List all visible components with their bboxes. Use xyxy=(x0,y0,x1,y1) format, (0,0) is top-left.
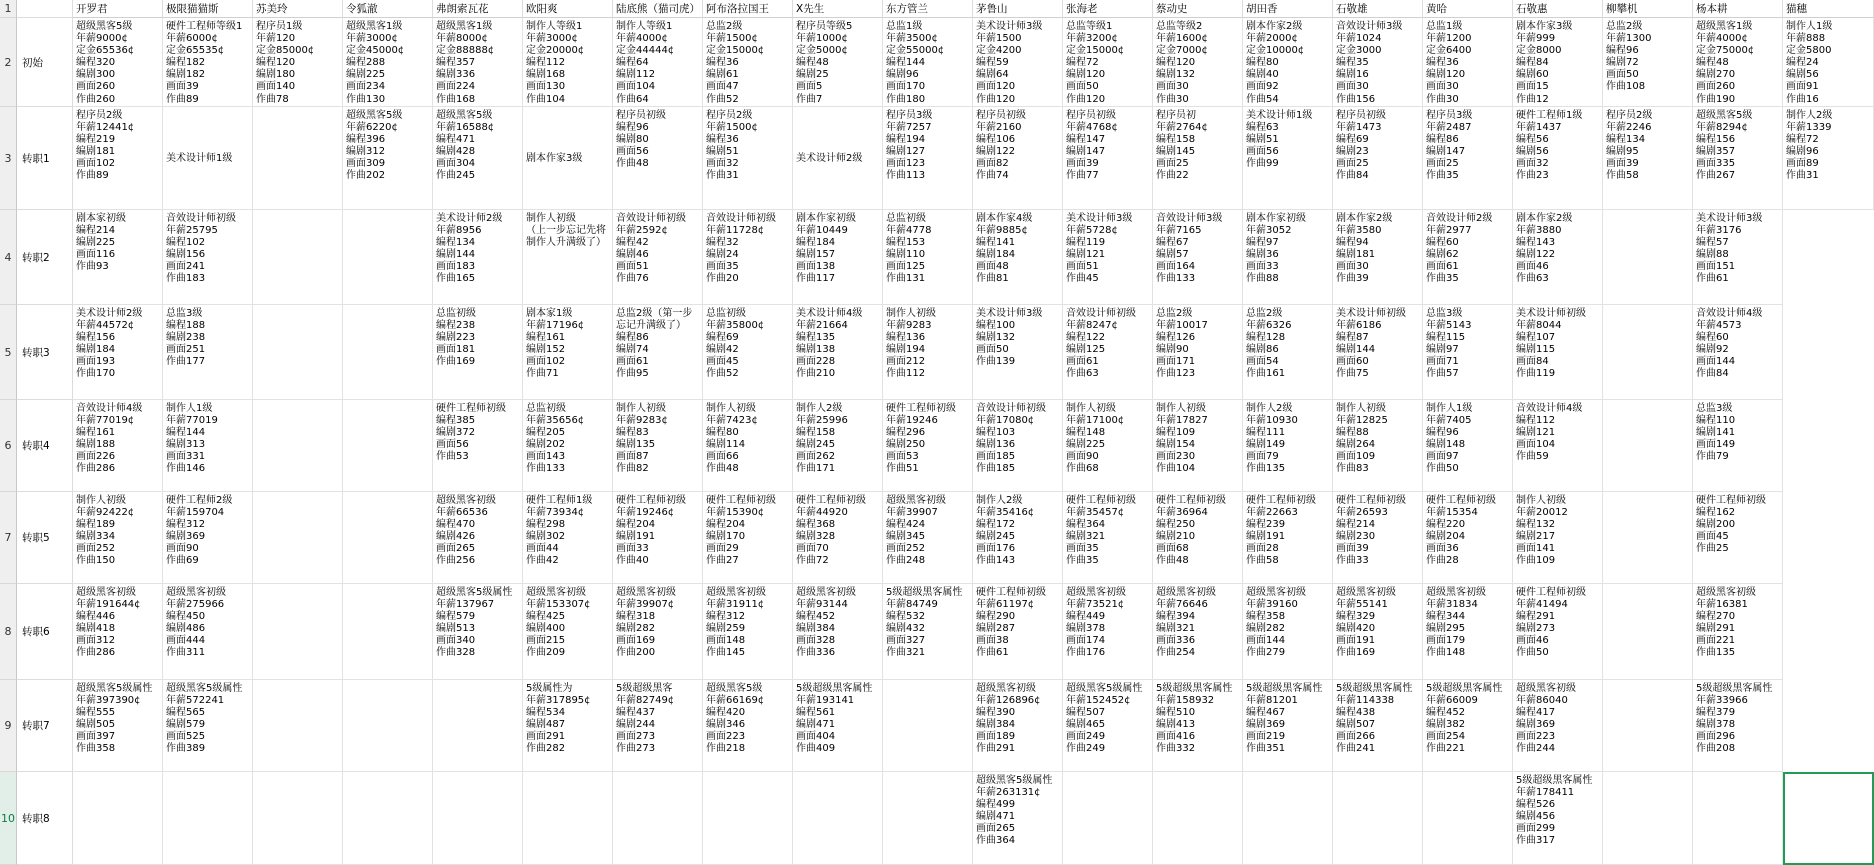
character-name-cell[interactable]: X先生 xyxy=(793,0,883,18)
data-cell[interactable]: 音效设计师初级 年薪17080¢ 编程103 编剧136 画面185 作曲185 xyxy=(973,400,1063,492)
data-cell[interactable]: 总监等级1 年薪3200¢ 定金15000¢ 编程72 编剧120 画面50 作曲120 xyxy=(1063,18,1153,107)
data-cell[interactable]: 硬件工程师初级 年薪19246 编程296 编剧250 画面53 作曲51 xyxy=(883,400,973,492)
data-cell[interactable]: 音效设计师初级 年薪8247¢ 编程122 编剧125 画面61 作曲63 xyxy=(1063,305,1153,400)
data-cell[interactable]: 程序员2级 年薪12441¢ 编程219 编剧181 画面102 作曲89 xyxy=(73,107,163,210)
row-header[interactable]: 10 xyxy=(0,772,17,865)
data-cell[interactable] xyxy=(883,680,973,772)
data-cell[interactable]: 制作人初级 年薪92422¢ 编程189 编剧334 画面252 作曲150 xyxy=(73,492,163,584)
data-cell[interactable]: 剧本作家初级 年薪3052 编程97 编剧36 画面33 作曲88 xyxy=(1243,210,1333,305)
data-cell[interactable] xyxy=(253,210,343,305)
data-cell[interactable]: 超级黑客初级 年薪55141 编程329 编剧420 画面191 作曲169 xyxy=(1333,584,1423,680)
data-cell[interactable]: 硬件工程师初级 年薪26593 编程214 编剧230 画面39 作曲33 xyxy=(1333,492,1423,584)
data-cell[interactable]: 美术设计师4级 年薪21664 编程135 编剧138 画面228 作曲210 xyxy=(793,305,883,400)
character-name-cell[interactable]: 胡田香 xyxy=(1243,0,1333,18)
data-cell[interactable]: 硬件工程师初级 编程385 编剧372 画面56 作曲53 xyxy=(433,400,523,492)
character-name-cell[interactable]: 黄哈 xyxy=(1423,0,1513,18)
data-cell[interactable]: 总监初级 编程238 编剧223 画面181 作曲169 xyxy=(433,305,523,400)
row-header[interactable]: 6 xyxy=(0,400,17,492)
data-cell[interactable]: 音效设计师初级 年薪2592¢ 编程42 编剧46 画面51 作曲76 xyxy=(613,210,703,305)
data-cell[interactable]: 超级黑客初级 年薪93144 编程452 编剧384 画面328 作曲336 xyxy=(793,584,883,680)
data-cell[interactable]: 剧本家1级 年薪17196¢ 编程161 编剧152 画面102 作曲71 xyxy=(523,305,613,400)
data-cell[interactable]: 音效设计师4级 年薪77019¢ 编程161 编剧188 画面226 作曲286 xyxy=(73,400,163,492)
data-cell[interactable]: 美术设计师2级 xyxy=(793,107,883,210)
data-cell[interactable]: 剧本作家4级 年薪9885¢ 编程141 编剧184 画面48 作曲81 xyxy=(973,210,1063,305)
data-cell[interactable]: 硬件工程师初级 年薪35457¢ 编程364 编剧321 画面35 作曲35 xyxy=(1063,492,1153,584)
row-header[interactable]: 8 xyxy=(0,584,17,680)
data-cell[interactable]: 超级黑客初级 年薪126896¢ 编程390 编剧384 画面189 作曲291 xyxy=(973,680,1063,772)
character-name-cell[interactable]: 茅鲁山 xyxy=(973,0,1063,18)
row-header[interactable]: 1 xyxy=(0,0,17,18)
data-cell[interactable]: 程序员初 年薪2764¢ 编程158 编剧145 画面25 作曲22 xyxy=(1153,107,1243,210)
data-cell[interactable] xyxy=(253,680,343,772)
data-cell[interactable]: 总监等级2 年薪1600¢ 定金7000¢ 编程120 编剧132 画面30 作曲30 xyxy=(1153,18,1243,107)
data-cell[interactable]: 剧本作家初级 年薪10449 编程184 编剧157 画面138 作曲117 xyxy=(793,210,883,305)
data-cell[interactable]: 硬件工程师初级 年薪61197¢ 编程290 编剧287 画面38 作曲61 xyxy=(973,584,1063,680)
data-cell[interactable] xyxy=(343,210,433,305)
data-cell[interactable]: 总监初级 年薪35656¢ 编程205 编剧202 画面143 作曲133 xyxy=(523,400,613,492)
data-cell[interactable]: 程序员初级 年薪2160 编程106 编剧122 画面82 作曲74 xyxy=(973,107,1063,210)
data-cell[interactable]: 5级超级黑客属性 年薪178411 编程526 编剧456 画面299 作曲317 xyxy=(1513,772,1603,865)
data-cell[interactable]: 程序员初级 编程96 编剧80 画面56 作曲48 xyxy=(613,107,703,210)
character-name-cell[interactable]: 猫穗 xyxy=(1783,0,1874,18)
data-cell[interactable] xyxy=(1333,772,1423,865)
data-cell[interactable]: 总监3级 年薪5143 编程115 编剧97 画面71 作曲57 xyxy=(1423,305,1513,400)
data-cell[interactable]: 美术设计师1级 xyxy=(163,107,253,210)
data-cell[interactable]: 音效设计师3级 年薪7165 编程67 编剧57 画面164 作曲133 xyxy=(1153,210,1243,305)
data-cell[interactable]: 5级超级黑客属性 年薪33966 编程379 编剧378 画面296 作曲208 xyxy=(1693,680,1783,772)
data-cell[interactable] xyxy=(253,107,343,210)
data-cell[interactable] xyxy=(253,584,343,680)
data-cell[interactable]: 超级黑客初级 年薪31911¢ 编程312 编剧259 画面148 作曲145 xyxy=(703,584,793,680)
data-cell[interactable] xyxy=(703,772,793,865)
data-cell[interactable]: 硬件工程师初级 编程162 编剧200 画面45 作曲25 xyxy=(1693,492,1783,584)
data-cell[interactable]: 美术设计师2级 年薪44572¢ 编程156 编剧184 画面193 作曲170 xyxy=(73,305,163,400)
data-cell[interactable]: 制作人初级 年薪17827 编程109 编剧154 画面230 作曲104 xyxy=(1153,400,1243,492)
data-cell[interactable]: 音效设计师初级 年薪11728¢ 编程32 编剧24 画面35 作曲20 xyxy=(703,210,793,305)
data-cell[interactable]: 制作人1级 年薪888 定金5800 编程24 编剧56 画面91 作曲16 xyxy=(1783,18,1874,107)
data-cell[interactable]: 硬件工程师初级 年薪15354 编程220 编剧204 画面36 作曲28 xyxy=(1423,492,1513,584)
data-cell[interactable]: 硬件工程师1级 年薪1437 编程56 编剧56 画面32 作曲23 xyxy=(1513,107,1603,210)
data-cell[interactable]: 超级黑客初级 年薪16381 编程270 编剧291 画面221 作曲135 xyxy=(1693,584,1783,680)
data-cell[interactable]: 硬件工程师初级 年薪19246¢ 编程204 编剧191 画面33 作曲40 xyxy=(613,492,703,584)
character-name-cell[interactable]: 石敬雄 xyxy=(1333,0,1423,18)
data-cell[interactable] xyxy=(253,305,343,400)
data-cell[interactable] xyxy=(1603,210,1693,305)
data-cell[interactable]: 制作人等级1 年薪4000¢ 定金44444¢ 编程64 编剧112 画面104 作曲64 xyxy=(613,18,703,107)
data-cell[interactable]: 超级黑客5级属性 年薪137967 编程579 编剧513 画面340 作曲328 xyxy=(433,584,523,680)
data-cell[interactable]: 美术设计师3级 年薪1500 定金4200 编程59 编剧64 画面120 作曲120 xyxy=(973,18,1063,107)
data-cell[interactable]: 总监2级 年薪1500¢ 定金15000¢ 编程36 编剧61 画面47 作曲52 xyxy=(703,18,793,107)
data-cell[interactable]: 美术设计师3级 年薪3176 编程57 编剧88 画面151 作曲61 xyxy=(1693,210,1783,305)
data-cell[interactable]: 5级超级黑客属性 年薪193141 编程561 编剧471 画面404 作曲409 xyxy=(793,680,883,772)
stage-cell[interactable]: 转职1 xyxy=(17,107,73,210)
data-cell[interactable]: 制作人初级 年薪7423¢ 编程80 编剧114 画面66 作曲48 xyxy=(703,400,793,492)
data-cell[interactable] xyxy=(343,305,433,400)
data-cell[interactable]: 总监1级 年薪1200 定金6400 编程36 编剧120 画面30 作曲30 xyxy=(1423,18,1513,107)
data-cell[interactable]: 超级黑客初级 年薪39907 编程424 编剧345 画面252 作曲248 xyxy=(883,492,973,584)
data-cell[interactable] xyxy=(1603,400,1693,492)
stage-cell[interactable]: 转职6 xyxy=(17,584,73,680)
data-cell[interactable]: 超级黑客初级 年薪275966 编程450 编剧486 画面444 作曲311 xyxy=(163,584,253,680)
data-cell[interactable]: 程序员初级 年薪4768¢ 编程147 编剧147 画面39 作曲77 xyxy=(1063,107,1153,210)
data-cell[interactable]: 超级黑客5级 年薪8294¢ 编程156 编剧357 画面335 作曲267 xyxy=(1693,107,1783,210)
data-cell[interactable]: 硬件工程师初级 年薪36964 编程250 编剧210 画面68 作曲48 xyxy=(1153,492,1243,584)
data-cell[interactable] xyxy=(1423,772,1513,865)
data-cell[interactable]: 硬件工程师初级 年薪15390¢ 编程204 编剧170 画面29 作曲27 xyxy=(703,492,793,584)
data-cell[interactable]: 5级属性为 年薪317895¢ 编程534 编剧487 画面291 作曲282 xyxy=(523,680,613,772)
stage-cell[interactable]: 转职8 xyxy=(17,772,73,865)
character-name-cell[interactable]: 杨本耕 xyxy=(1693,0,1783,18)
data-cell[interactable]: 超级黑客初级 年薪76646 编程394 编剧321 画面336 作曲254 xyxy=(1153,584,1243,680)
data-cell[interactable]: 美术设计师初级 年薪8044 编程107 编剧115 画面84 作曲119 xyxy=(1513,305,1603,400)
data-cell[interactable]: 程序员初级 年薪1473 编程69 编剧23 画面25 作曲84 xyxy=(1333,107,1423,210)
data-cell[interactable]: 音效设计师4级 年薪4573 编程60 编剧92 画面144 作曲84 xyxy=(1693,305,1783,400)
data-cell[interactable]: 5级超级黑客属性 年薪84749 编程532 编剧432 画面327 作曲321 xyxy=(883,584,973,680)
data-cell[interactable]: 制作人1级 年薪7405 编程96 编剧148 画面97 作曲50 xyxy=(1423,400,1513,492)
data-cell[interactable]: 美术设计师1级 编程63 编剧51 画面56 作曲99 xyxy=(1243,107,1333,210)
data-cell[interactable]: 超级黑客1级 年薪4000¢ 定金75000¢ 编程48 编剧270 画面260 作曲190 xyxy=(1693,18,1783,107)
character-name-cell[interactable]: 石敬惠 xyxy=(1513,0,1603,18)
data-cell[interactable]: 美术设计师3级 编程100 编剧132 画面50 作曲139 xyxy=(973,305,1063,400)
data-cell[interactable]: 制作人等级1 年薪3000¢ 定金20000¢ 编程112 编剧168 画面130 作曲104 xyxy=(523,18,613,107)
data-cell[interactable] xyxy=(1603,305,1693,400)
data-cell[interactable]: 5级超级黑客 年薪82749¢ 编程437 编剧244 画面273 作曲273 xyxy=(613,680,703,772)
data-cell[interactable]: 硬件工程师1级 年薪73934¢ 编程298 编剧302 画面44 作曲42 xyxy=(523,492,613,584)
data-cell[interactable] xyxy=(343,680,433,772)
data-cell[interactable]: 5级超级黑客属性 年薪158932 编程510 编剧413 画面416 作曲332 xyxy=(1153,680,1243,772)
character-name-cell[interactable]: 张海老 xyxy=(1063,0,1153,18)
character-name-cell[interactable]: 东方管兰 xyxy=(883,0,973,18)
data-cell[interactable] xyxy=(1603,772,1693,865)
data-cell[interactable]: 程序员3级 年薪7257 编程194 编剧127 画面123 作曲113 xyxy=(883,107,973,210)
data-cell[interactable]: 剧本作家3级 xyxy=(523,107,613,210)
data-cell[interactable]: 程序员3级 年薪2487 编程86 编剧147 画面25 作曲35 xyxy=(1423,107,1513,210)
row-header[interactable]: 2 xyxy=(0,18,17,107)
data-cell[interactable] xyxy=(163,772,253,865)
data-cell[interactable]: 硬件工程师初级 年薪22663 编程239 编剧191 画面28 作曲58 xyxy=(1243,492,1333,584)
data-cell[interactable]: 超级黑客5级 年薪16588¢ 编程471 编剧428 画面304 作曲245 xyxy=(433,107,523,210)
data-cell[interactable]: 音效设计师4级 编程112 编剧121 画面104 作曲59 xyxy=(1513,400,1603,492)
character-name-cell[interactable]: 柳攀机 xyxy=(1603,0,1693,18)
stage-cell[interactable]: 转职4 xyxy=(17,400,73,492)
data-cell[interactable]: 超级黑客5级属性 年薪152452¢ 编程507 编剧465 画面249 作曲249 xyxy=(1063,680,1153,772)
data-cell[interactable]: 超级黑客初级 年薪86040 编程417 编剧369 画面223 作曲244 xyxy=(1513,680,1603,772)
row-header[interactable]: 5 xyxy=(0,305,17,400)
data-cell[interactable]: 超级黑客初级 年薪153307¢ 编程425 编剧400 画面215 作曲209 xyxy=(523,584,613,680)
data-cell[interactable]: 超级黑客初级 年薪191644¢ 编程446 编剧418 画面312 作曲286 xyxy=(73,584,163,680)
selected-cell[interactable] xyxy=(1783,772,1874,865)
data-cell[interactable]: 硬件工程师初级 年薪44920 编程368 编剧328 画面70 作曲72 xyxy=(793,492,883,584)
data-cell[interactable]: 超级黑客初级 年薪66536 编程470 编剧426 画面265 作曲256 xyxy=(433,492,523,584)
stage-cell[interactable] xyxy=(17,0,73,18)
row-header[interactable]: 9 xyxy=(0,680,17,772)
data-cell[interactable] xyxy=(523,772,613,865)
data-cell[interactable]: 超级黑客初级 年薪31834 编程344 编剧295 画面179 作曲148 xyxy=(1423,584,1513,680)
data-cell[interactable]: 超级黑客5级属性 年薪263131¢ 编程499 编剧471 画面265 作曲364 xyxy=(973,772,1063,865)
data-cell[interactable]: 5级超级黑客属性 年薪66009 编程452 编剧382 画面254 作曲221 xyxy=(1423,680,1513,772)
data-cell[interactable]: 总监2级 年薪10017 编程126 编剧90 画面171 作曲123 xyxy=(1153,305,1243,400)
data-cell[interactable]: 总监2级（第一步忘记升满级了） 编程86 编剧74 画面61 作曲95 xyxy=(613,305,703,400)
data-cell[interactable]: 超级黑客5级 年薪9000¢ 定金65536¢ 编程320 编剧300 画面260 作曲260 xyxy=(73,18,163,107)
data-cell[interactable]: 程序员2级 年薪2246 编程134 编剧95 画面39 作曲58 xyxy=(1603,107,1693,210)
data-cell[interactable]: 制作人2级 年薪35416¢ 编程172 编剧245 画面176 作曲143 xyxy=(973,492,1063,584)
data-cell[interactable]: 剧本家初级 编程214 编剧225 画面116 作曲93 xyxy=(73,210,163,305)
data-cell[interactable] xyxy=(1603,492,1693,584)
data-cell[interactable]: 美术设计师3级 年薪5728¢ 编程119 编剧121 画面51 作曲45 xyxy=(1063,210,1153,305)
data-cell[interactable]: 剧本作家3级 年薪999 定金8000 编程84 编剧60 画面15 作曲12 xyxy=(1513,18,1603,107)
stage-cell[interactable]: 转职5 xyxy=(17,492,73,584)
data-cell[interactable]: 制作人初级 年薪20012 编程132 编剧217 画面141 作曲109 xyxy=(1513,492,1603,584)
stage-cell[interactable]: 转职3 xyxy=(17,305,73,400)
data-cell[interactable]: 超级黑客5级 年薪66169¢ 编程420 编剧346 画面223 作曲218 xyxy=(703,680,793,772)
data-cell[interactable]: 制作人初级 （上一步忘记先将制作人升满级了） xyxy=(523,210,613,305)
data-cell[interactable]: 硬件工程师2级 年薪159704 编程312 编剧369 画面90 作曲69 xyxy=(163,492,253,584)
data-cell[interactable]: 制作人2级 年薪25996 编程158 编剧245 画面262 作曲171 xyxy=(793,400,883,492)
data-cell[interactable] xyxy=(433,772,523,865)
data-cell[interactable]: 超级黑客5级 年薪6220¢ 编程396 编剧312 画面309 作曲202 xyxy=(343,107,433,210)
data-cell[interactable]: 超级黑客初级 年薪39907¢ 编程318 编剧282 画面169 作曲200 xyxy=(613,584,703,680)
stage-cell[interactable]: 初始 xyxy=(17,18,73,107)
character-name-cell[interactable]: 陆底熊（猫司虎） xyxy=(613,0,703,18)
data-cell[interactable]: 超级黑客5级属性 年薪572241 编程565 编剧579 画面525 作曲389 xyxy=(163,680,253,772)
data-cell[interactable] xyxy=(1153,772,1243,865)
data-cell[interactable] xyxy=(1603,584,1693,680)
character-name-cell[interactable]: 阿布洛拉国王 xyxy=(703,0,793,18)
data-cell[interactable]: 5级超级黑客属性 年薪114338 编程438 编剧507 画面266 作曲241 xyxy=(1333,680,1423,772)
row-header[interactable]: 7 xyxy=(0,492,17,584)
data-cell[interactable] xyxy=(433,680,523,772)
data-cell[interactable] xyxy=(1693,772,1783,865)
data-cell[interactable]: 总监2级 年薪1300 编程96 编剧72 画面50 作曲108 xyxy=(1603,18,1693,107)
character-name-cell[interactable]: 开罗君 xyxy=(73,0,163,18)
character-name-cell[interactable]: 极限猫猫斯 xyxy=(163,0,253,18)
data-cell[interactable]: 剧本作家2级 年薪3880 编程143 编剧122 画面46 作曲63 xyxy=(1513,210,1603,305)
data-cell[interactable]: 制作人2级 年薪1339 编程72 编剧96 画面89 作曲31 xyxy=(1783,107,1874,210)
data-cell[interactable]: 程序员等级5 年薪1000¢ 定金5000¢ 编程48 编剧25 画面5 作曲7 xyxy=(793,18,883,107)
data-cell[interactable] xyxy=(343,400,433,492)
character-name-cell[interactable]: 弗朗索瓦花 xyxy=(433,0,523,18)
data-cell[interactable] xyxy=(343,492,433,584)
row-header[interactable]: 4 xyxy=(0,210,17,305)
data-cell[interactable]: 制作人初级 年薪12825 编程88 编剧264 画面109 作曲83 xyxy=(1333,400,1423,492)
character-name-cell[interactable]: 令狐澈 xyxy=(343,0,433,18)
data-cell[interactable] xyxy=(1603,680,1693,772)
data-cell[interactable]: 总监3级 编程110 编剧141 画面149 作曲79 xyxy=(1693,400,1783,492)
data-cell[interactable]: 剧本作家2级 年薪3580 编程94 编剧181 画面30 作曲39 xyxy=(1333,210,1423,305)
data-cell[interactable]: 程序员2级 年薪1500¢ 编程36 编剧51 画面32 作曲31 xyxy=(703,107,793,210)
data-cell[interactable] xyxy=(253,772,343,865)
data-cell[interactable]: 制作人初级 年薪9283 编程136 编剧194 画面212 作曲112 xyxy=(883,305,973,400)
data-cell[interactable]: 制作人初级 年薪9283¢ 编程83 编剧135 画面87 作曲82 xyxy=(613,400,703,492)
stage-cell[interactable]: 转职2 xyxy=(17,210,73,305)
data-cell[interactable]: 程序员1级 年薪120 定金85000¢ 编程120 编剧180 画面140 作曲78 xyxy=(253,18,343,107)
data-cell[interactable]: 音效设计师3级 年薪1024 定金3000 编程35 编剧16 画面30 作曲156 xyxy=(1333,18,1423,107)
data-cell[interactable]: 制作人初级 年薪17100¢ 编程148 编剧225 画面90 作曲68 xyxy=(1063,400,1153,492)
data-cell[interactable]: 超级黑客1级 年薪8000¢ 定金88888¢ 编程357 编剧336 画面224 作曲168 xyxy=(433,18,523,107)
data-cell[interactable]: 美术设计师初级 年薪6186 编程87 编剧144 画面60 作曲75 xyxy=(1333,305,1423,400)
data-cell[interactable] xyxy=(253,492,343,584)
data-cell[interactable]: 总监1级 年薪3500¢ 定金55000¢ 编程144 编剧96 画面170 作曲180 xyxy=(883,18,973,107)
data-cell[interactable]: 总监初级 年薪35800¢ 编程69 编剧42 画面45 作曲52 xyxy=(703,305,793,400)
data-cell[interactable]: 剧本作家2级 年薪2000¢ 定金10000¢ 编程80 编剧40 画面92 作曲54 xyxy=(1243,18,1333,107)
character-name-cell[interactable]: 蔡动史 xyxy=(1153,0,1243,18)
data-cell[interactable] xyxy=(73,772,163,865)
data-cell[interactable] xyxy=(613,772,703,865)
data-cell[interactable]: 超级黑客5级属性 年薪397390¢ 编程555 编剧505 画面397 作曲358 xyxy=(73,680,163,772)
data-cell[interactable]: 总监初级 年薪4778 编程153 编剧110 画面125 作曲131 xyxy=(883,210,973,305)
data-cell[interactable]: 音效设计师2级 年薪2977 编程60 编剧62 画面61 作曲35 xyxy=(1423,210,1513,305)
data-cell[interactable]: 音效设计师初级 年薪25795 编程102 编剧156 画面241 作曲183 xyxy=(163,210,253,305)
data-cell[interactable]: 超级黑客初级 年薪39160 编程358 编剧282 画面144 作曲279 xyxy=(1243,584,1333,680)
data-cell[interactable]: 超级黑客初级 年薪73521¢ 编程449 编剧378 画面174 作曲176 xyxy=(1063,584,1153,680)
data-cell[interactable] xyxy=(1243,772,1333,865)
data-cell[interactable] xyxy=(253,400,343,492)
data-cell[interactable]: 总监3级 编程188 编剧238 画面251 作曲177 xyxy=(163,305,253,400)
data-cell[interactable] xyxy=(1063,772,1153,865)
data-cell[interactable]: 美术设计师2级 年薪8956 编程134 编剧144 画面183 作曲165 xyxy=(433,210,523,305)
data-cell[interactable]: 总监2级 年薪6326 编程128 编剧86 画面54 作曲161 xyxy=(1243,305,1333,400)
data-cell[interactable]: 制作人1级 年薪77019 编程144 编剧313 画面331 作曲146 xyxy=(163,400,253,492)
data-cell[interactable] xyxy=(343,584,433,680)
data-cell[interactable]: 制作人2级 年薪10930 编程111 编剧149 画面79 作曲135 xyxy=(1243,400,1333,492)
data-cell[interactable]: 硬件工程师初级 年薪41494 编程291 编剧273 画面46 作曲50 xyxy=(1513,584,1603,680)
character-name-cell[interactable]: 苏美玲 xyxy=(253,0,343,18)
data-cell[interactable]: 5级超级黑客属性 年薪81201 编程467 编剧369 画面219 作曲351 xyxy=(1243,680,1333,772)
stage-cell[interactable]: 转职7 xyxy=(17,680,73,772)
data-cell[interactable] xyxy=(793,772,883,865)
data-cell[interactable]: 硬件工程师等级1 年薪6000¢ 定金65535¢ 编程182 编剧182 画面39 作曲89 xyxy=(163,18,253,107)
character-name-cell[interactable]: 欧阳爽 xyxy=(523,0,613,18)
data-cell[interactable] xyxy=(883,772,973,865)
data-cell[interactable] xyxy=(343,772,433,865)
row-header[interactable]: 3 xyxy=(0,107,17,210)
data-cell[interactable]: 超级黑客1级 年薪3000¢ 定金45000¢ 编程288 编剧225 画面234 作曲130 xyxy=(343,18,433,107)
